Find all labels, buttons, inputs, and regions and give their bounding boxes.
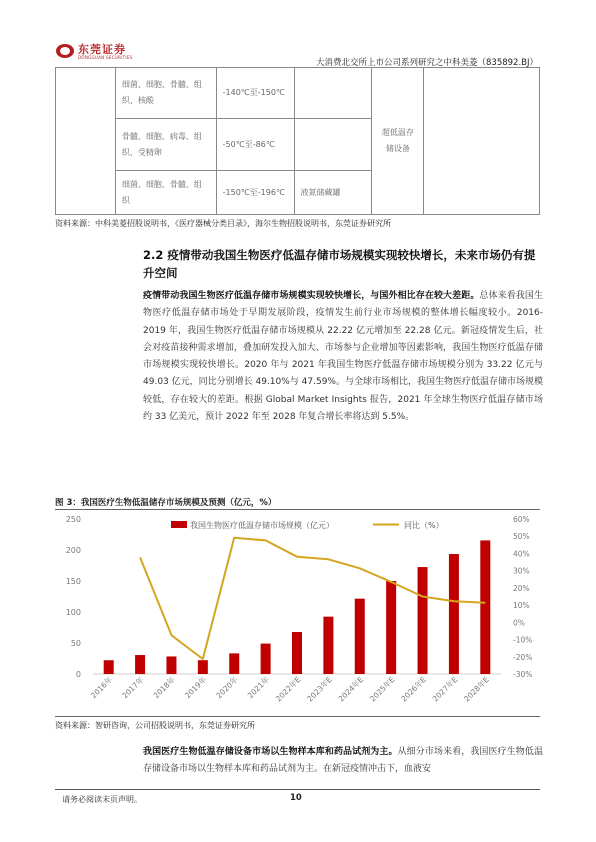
bar (292, 632, 302, 674)
paragraph-text: 总体来看我国生物医疗低温存储市场处于早期发展阶段，疫情发生前行业市场规模的整体增长幅度较小。2016-2019 年，我国生物医疗低温存储市场规模从 22.22 亿元增加至 22.28 亿元。新冠疫情发生后，社会对疫苗接种需求增加，叠加研发投入加大、市场参与企业增加等因素影响，我国生物医疗低温存储市场规模实现较快增长。2020 年与 2021 年我国生物医疗低温存储市场规模分别为 33.22 亿元与 49.03 亿元，同比分别增长 49.10%与 47.59%。与全球市场相比，我国生物医疗低温存储市场规模较低，存在较大的差距。根据 Global Market Insights 报告，2021 年全球生物医疗低温存储市场约 33 亿美元，预计 2022 年至 2028 年复合增长率将达到 5.5%。 (143, 291, 543, 423)
table-cell-temp: -140℃至-150℃ (216, 68, 294, 119)
body-paragraph (143, 288, 543, 426)
x-tick-label: 2021年 (245, 675, 272, 701)
right-tick-label: 20% (513, 583, 530, 593)
bar (386, 581, 396, 674)
table-cell (56, 68, 116, 215)
x-tick-label: 2022年E (273, 675, 303, 704)
bar (261, 644, 271, 674)
left-tick-label: 100 (65, 608, 81, 617)
paragraph-lead: 疫情带动我国生物医疗低温存储市场规模实现较快增长，与国外相比存在较大差距。 (143, 291, 480, 301)
x-tick-label: 2028年E (462, 675, 491, 704)
bar (449, 554, 459, 674)
table-cell (294, 68, 372, 119)
x-tick-label: 2019年 (183, 675, 209, 701)
left-tick-label: 250 (65, 515, 81, 524)
bar-series (104, 540, 491, 674)
right-tick-label: 10% (513, 601, 530, 611)
page-number: 10 (290, 793, 302, 803)
market-size-chart (55, 512, 540, 715)
bar (323, 617, 333, 674)
bar (104, 660, 114, 674)
x-tick-label: 2017年 (120, 675, 146, 701)
x-axis-labels (88, 674, 491, 704)
x-tick-label: 2027年E (430, 675, 460, 704)
bar (355, 599, 365, 674)
x-tick-label: 2024年E (336, 675, 366, 704)
footer-disclaimer: 请务必阅读末页声明。 (62, 795, 142, 804)
left-tick-label: 0 (75, 670, 81, 679)
line-path (140, 538, 485, 659)
left-tick-label: 200 (65, 546, 81, 555)
left-axis (66, 515, 81, 679)
x-tick-label: 2026年E (399, 675, 428, 704)
x-tick-label: 2020年 (214, 675, 240, 701)
logo-text: 东莞证券 (78, 43, 126, 56)
section-heading: 2.2 疫情带动我国生物医疗低温存储市场规模实现较快增长，未来市场仍有提升空间 (143, 248, 536, 280)
right-tick-label: 50% (513, 532, 530, 542)
right-axis (513, 515, 532, 679)
table-cell-category: 超低温存储设备 (372, 68, 424, 215)
figure-title: 图 3：我国医疗生物低温储存市场规模及预测（亿元，%） (55, 498, 277, 508)
body-paragraph (143, 744, 543, 779)
table-cell (424, 68, 540, 215)
x-tick-label: 2023年E (305, 675, 334, 704)
table-cell-device: 液氮储藏罐 (294, 171, 372, 215)
figure-source: 资料来源：智研咨询，公司招股说明书，东莞证券研究所 (55, 721, 255, 730)
storage-table (55, 67, 540, 215)
footer-divider (55, 789, 540, 790)
company-logo (50, 40, 160, 64)
left-tick-label: 50 (70, 639, 81, 648)
right-tick-label: -20% (513, 652, 533, 662)
line-series (140, 538, 485, 659)
table-cell-temp: -50℃至-86℃ (216, 119, 294, 171)
x-tick-label: 2018年 (151, 675, 177, 701)
table-cell-sample: 细菌、细胞、骨髓、组织 (115, 171, 216, 215)
table-source: 资料来源：中科美菱招股说明书，《医疗器械分类目录》，海尔生物招股说明书，东莞证券研究所 (55, 219, 391, 228)
right-tick-label: -30% (513, 670, 533, 679)
figure-bottom-rule (55, 716, 540, 717)
left-tick-label: 150 (65, 577, 81, 586)
legend-bar-swatch (171, 521, 187, 528)
bar (229, 653, 239, 674)
bar (135, 655, 145, 674)
table-row (56, 68, 540, 119)
report-title: 大消费北交所上市公司系列研究之中科美菱（835892.BJ） (316, 58, 538, 68)
bar (480, 540, 490, 674)
right-tick-label: 30% (513, 566, 530, 576)
table-cell (294, 119, 372, 171)
bar (166, 656, 176, 674)
figure-top-rule (55, 509, 540, 510)
bar (418, 567, 428, 674)
x-tick-label: 2025年E (368, 675, 397, 704)
right-tick-label: -10% (513, 635, 533, 645)
table-cell-sample: 骨髓、细胞、病毒、组织、受精卵 (115, 119, 216, 171)
logo-mark-icon (56, 44, 74, 58)
legend-line-label: 同比（%） (404, 521, 444, 530)
legend-bar-label: 我国生物医疗低温存储市场规模（亿元） (190, 521, 334, 530)
table-cell-temp: -150℃至-196℃ (216, 171, 294, 215)
table-cell-sample: 细菌、细胞、骨髓、组织、核酸 (115, 68, 216, 119)
right-tick-label: 40% (513, 549, 530, 559)
right-tick-label: 60% (513, 515, 530, 524)
logo-subtext: DONGGUAN SECURITIES (78, 55, 133, 60)
paragraph-lead: 我国医疗生物低温存储设备市场以生物样本库和药品试剂为主。 (143, 747, 398, 757)
x-tick-label: 2016年 (88, 675, 115, 701)
right-tick-label: 0% (513, 618, 525, 628)
bar (198, 660, 208, 674)
chart-legend (171, 520, 444, 530)
paragraph-text: 从细分市场来看，我国医疗生物低温存储设备市场以生物样本库和药品试剂为主。在新冠疫情冲击下，血液安 (143, 747, 543, 775)
